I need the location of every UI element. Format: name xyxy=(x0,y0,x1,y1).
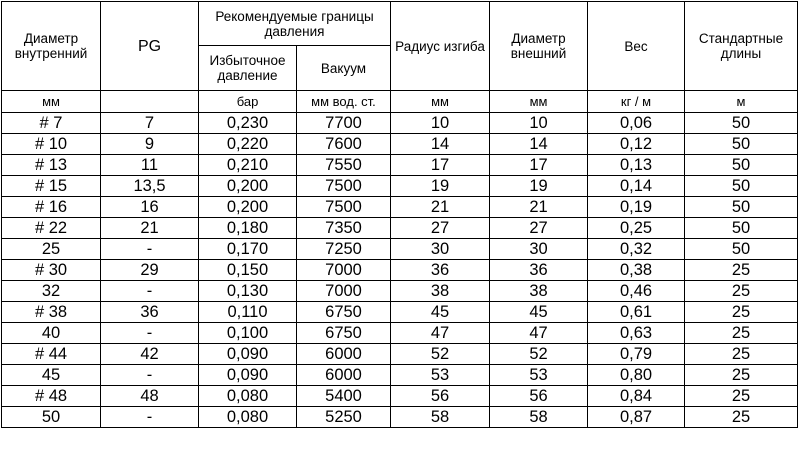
table-cell: # 16 xyxy=(2,197,101,218)
table-cell: # 7 xyxy=(2,113,101,134)
table-row xyxy=(2,239,798,260)
table-row xyxy=(2,176,798,197)
col-header-inner-diameter: Диаметр внутренний xyxy=(2,2,101,91)
table-row xyxy=(2,197,798,218)
table-cell: 0,080 xyxy=(199,386,297,407)
table-cell: 21 xyxy=(101,218,199,239)
table-cell: 7000 xyxy=(297,281,391,302)
table-row xyxy=(2,344,798,365)
table-cell: 32 xyxy=(2,281,101,302)
table-body xyxy=(2,91,798,428)
col-header-weight: Вес xyxy=(588,2,685,91)
table-cell: 25 xyxy=(685,386,798,407)
table-cell: 0,84 xyxy=(588,386,685,407)
table-cell: 0,090 xyxy=(199,344,297,365)
table-cell: # 13 xyxy=(2,155,101,176)
table-cell: # 48 xyxy=(2,386,101,407)
table-cell: 25 xyxy=(685,281,798,302)
hose-spec-table xyxy=(1,1,798,428)
table-cell: 5250 xyxy=(297,407,391,428)
table-cell: 47 xyxy=(490,323,588,344)
table-row xyxy=(2,386,798,407)
table-cell: 14 xyxy=(490,134,588,155)
table-cell: # 44 xyxy=(2,344,101,365)
table-cell: 17 xyxy=(391,155,490,176)
table-cell: 42 xyxy=(101,344,199,365)
table-row xyxy=(2,218,798,239)
unit-cell: кг / м xyxy=(588,91,685,113)
table-cell: 9 xyxy=(101,134,199,155)
table-cell: 7 xyxy=(101,113,199,134)
unit-cell: мм xyxy=(2,91,101,113)
table-cell: 25 xyxy=(685,302,798,323)
table-cell: 7000 xyxy=(297,260,391,281)
table-cell: 0,87 xyxy=(588,407,685,428)
table-cell: 0,150 xyxy=(199,260,297,281)
table-cell: 0,100 xyxy=(199,323,297,344)
table-cell: 53 xyxy=(391,365,490,386)
table-row xyxy=(2,323,798,344)
table-cell: 6750 xyxy=(297,323,391,344)
col-header-overpressure: Избыточное давление xyxy=(199,46,297,91)
table-cell: 56 xyxy=(391,386,490,407)
table-cell: 50 xyxy=(685,197,798,218)
table-cell: 0,14 xyxy=(588,176,685,197)
table-cell: 0,12 xyxy=(588,134,685,155)
table-row xyxy=(2,260,798,281)
table-cell: - xyxy=(101,365,199,386)
header-row-top xyxy=(2,2,798,46)
col-header-pressure-limits: Рекомендуемые границы давления xyxy=(199,2,391,46)
table-row xyxy=(2,155,798,176)
table-cell: 0,200 xyxy=(199,176,297,197)
table-cell: 19 xyxy=(490,176,588,197)
table-row xyxy=(2,302,798,323)
table-cell: 0,25 xyxy=(588,218,685,239)
unit-cell: м xyxy=(685,91,798,113)
table-cell: 7550 xyxy=(297,155,391,176)
table-cell: 45 xyxy=(2,365,101,386)
table-cell: 0,13 xyxy=(588,155,685,176)
table-cell: 36 xyxy=(391,260,490,281)
table-cell: # 38 xyxy=(2,302,101,323)
table-cell: 40 xyxy=(2,323,101,344)
table-row xyxy=(2,113,798,134)
table-cell: 0,46 xyxy=(588,281,685,302)
unit-cell: бар xyxy=(199,91,297,113)
table-cell: 50 xyxy=(685,134,798,155)
table-cell: 29 xyxy=(101,260,199,281)
table-cell: 10 xyxy=(391,113,490,134)
unit-cell: мм вод. ст. xyxy=(297,91,391,113)
table-cell: 0,80 xyxy=(588,365,685,386)
table-cell: 45 xyxy=(391,302,490,323)
table-cell: 30 xyxy=(391,239,490,260)
table-cell: 53 xyxy=(490,365,588,386)
table-cell: 36 xyxy=(490,260,588,281)
table-row xyxy=(2,281,798,302)
table-cell: 21 xyxy=(391,197,490,218)
table-cell: 0,220 xyxy=(199,134,297,155)
table-cell: 25 xyxy=(685,365,798,386)
unit-cell: мм xyxy=(490,91,588,113)
table-cell: 17 xyxy=(490,155,588,176)
table-cell: 7250 xyxy=(297,239,391,260)
table-cell: 25 xyxy=(685,260,798,281)
col-header-bend-radius: Радиус изгиба xyxy=(391,2,490,91)
table-cell: 50 xyxy=(685,155,798,176)
unit-cell xyxy=(101,91,199,113)
table-cell: 0,130 xyxy=(199,281,297,302)
table-cell: 0,200 xyxy=(199,197,297,218)
table-cell: 58 xyxy=(391,407,490,428)
table-cell: 19 xyxy=(391,176,490,197)
table-cell: 0,63 xyxy=(588,323,685,344)
table-cell: 7350 xyxy=(297,218,391,239)
table-cell: 50 xyxy=(685,176,798,197)
table-cell: 0,19 xyxy=(588,197,685,218)
table-cell: 6000 xyxy=(297,365,391,386)
table-cell: 0,32 xyxy=(588,239,685,260)
table-cell: 0,110 xyxy=(199,302,297,323)
table-cell: 7500 xyxy=(297,197,391,218)
table-cell: # 15 xyxy=(2,176,101,197)
table-cell: 14 xyxy=(391,134,490,155)
table-cell: 0,170 xyxy=(199,239,297,260)
table-cell: - xyxy=(101,281,199,302)
table-cell: 0,06 xyxy=(588,113,685,134)
table-cell: 27 xyxy=(490,218,588,239)
table-cell: # 10 xyxy=(2,134,101,155)
table-cell: 50 xyxy=(685,113,798,134)
table-cell: 5400 xyxy=(297,386,391,407)
table-cell: 52 xyxy=(490,344,588,365)
table-cell: 6000 xyxy=(297,344,391,365)
table-cell: 0,230 xyxy=(199,113,297,134)
table-cell: 0,210 xyxy=(199,155,297,176)
col-header-standard-lengths: Стандартные длины xyxy=(685,2,798,91)
col-header-pg: PG xyxy=(101,2,199,91)
table-cell: 11 xyxy=(101,155,199,176)
table-cell: 0,080 xyxy=(199,407,297,428)
table-cell: 58 xyxy=(490,407,588,428)
table-cell: 13,5 xyxy=(101,176,199,197)
table-cell: 0,38 xyxy=(588,260,685,281)
table-cell: # 22 xyxy=(2,218,101,239)
table-cell: 36 xyxy=(101,302,199,323)
table-cell: 50 xyxy=(2,407,101,428)
col-header-outer-diameter: Диаметр внешний xyxy=(490,2,588,91)
units-row xyxy=(2,91,798,113)
table-cell: 7500 xyxy=(297,176,391,197)
table-cell: 45 xyxy=(490,302,588,323)
table-cell: 30 xyxy=(490,239,588,260)
table-cell: 7600 xyxy=(297,134,391,155)
table-cell: 10 xyxy=(490,113,588,134)
table-cell: 27 xyxy=(391,218,490,239)
table-cell: 38 xyxy=(490,281,588,302)
table-cell: # 30 xyxy=(2,260,101,281)
table-cell: 7700 xyxy=(297,113,391,134)
table-cell: 16 xyxy=(101,197,199,218)
table-cell: 25 xyxy=(2,239,101,260)
table-cell: 38 xyxy=(391,281,490,302)
col-header-vacuum: Вакуум xyxy=(297,46,391,91)
table-cell: 56 xyxy=(490,386,588,407)
table-cell: 0,180 xyxy=(199,218,297,239)
table-row xyxy=(2,134,798,155)
table-cell: 47 xyxy=(391,323,490,344)
table-cell: 0,79 xyxy=(588,344,685,365)
table-cell: 25 xyxy=(685,344,798,365)
table-cell: - xyxy=(101,323,199,344)
table-cell: 50 xyxy=(685,218,798,239)
table-cell: 6750 xyxy=(297,302,391,323)
table-cell: - xyxy=(101,407,199,428)
table-cell: 0,61 xyxy=(588,302,685,323)
table-cell: 21 xyxy=(490,197,588,218)
table-cell: 50 xyxy=(685,239,798,260)
table-cell: 48 xyxy=(101,386,199,407)
table-cell: 25 xyxy=(685,323,798,344)
unit-cell: мм xyxy=(391,91,490,113)
table-row xyxy=(2,365,798,386)
table-cell: 25 xyxy=(685,407,798,428)
table-cell: 0,090 xyxy=(199,365,297,386)
table-cell: - xyxy=(101,239,199,260)
table-cell: 52 xyxy=(391,344,490,365)
table-row xyxy=(2,407,798,428)
